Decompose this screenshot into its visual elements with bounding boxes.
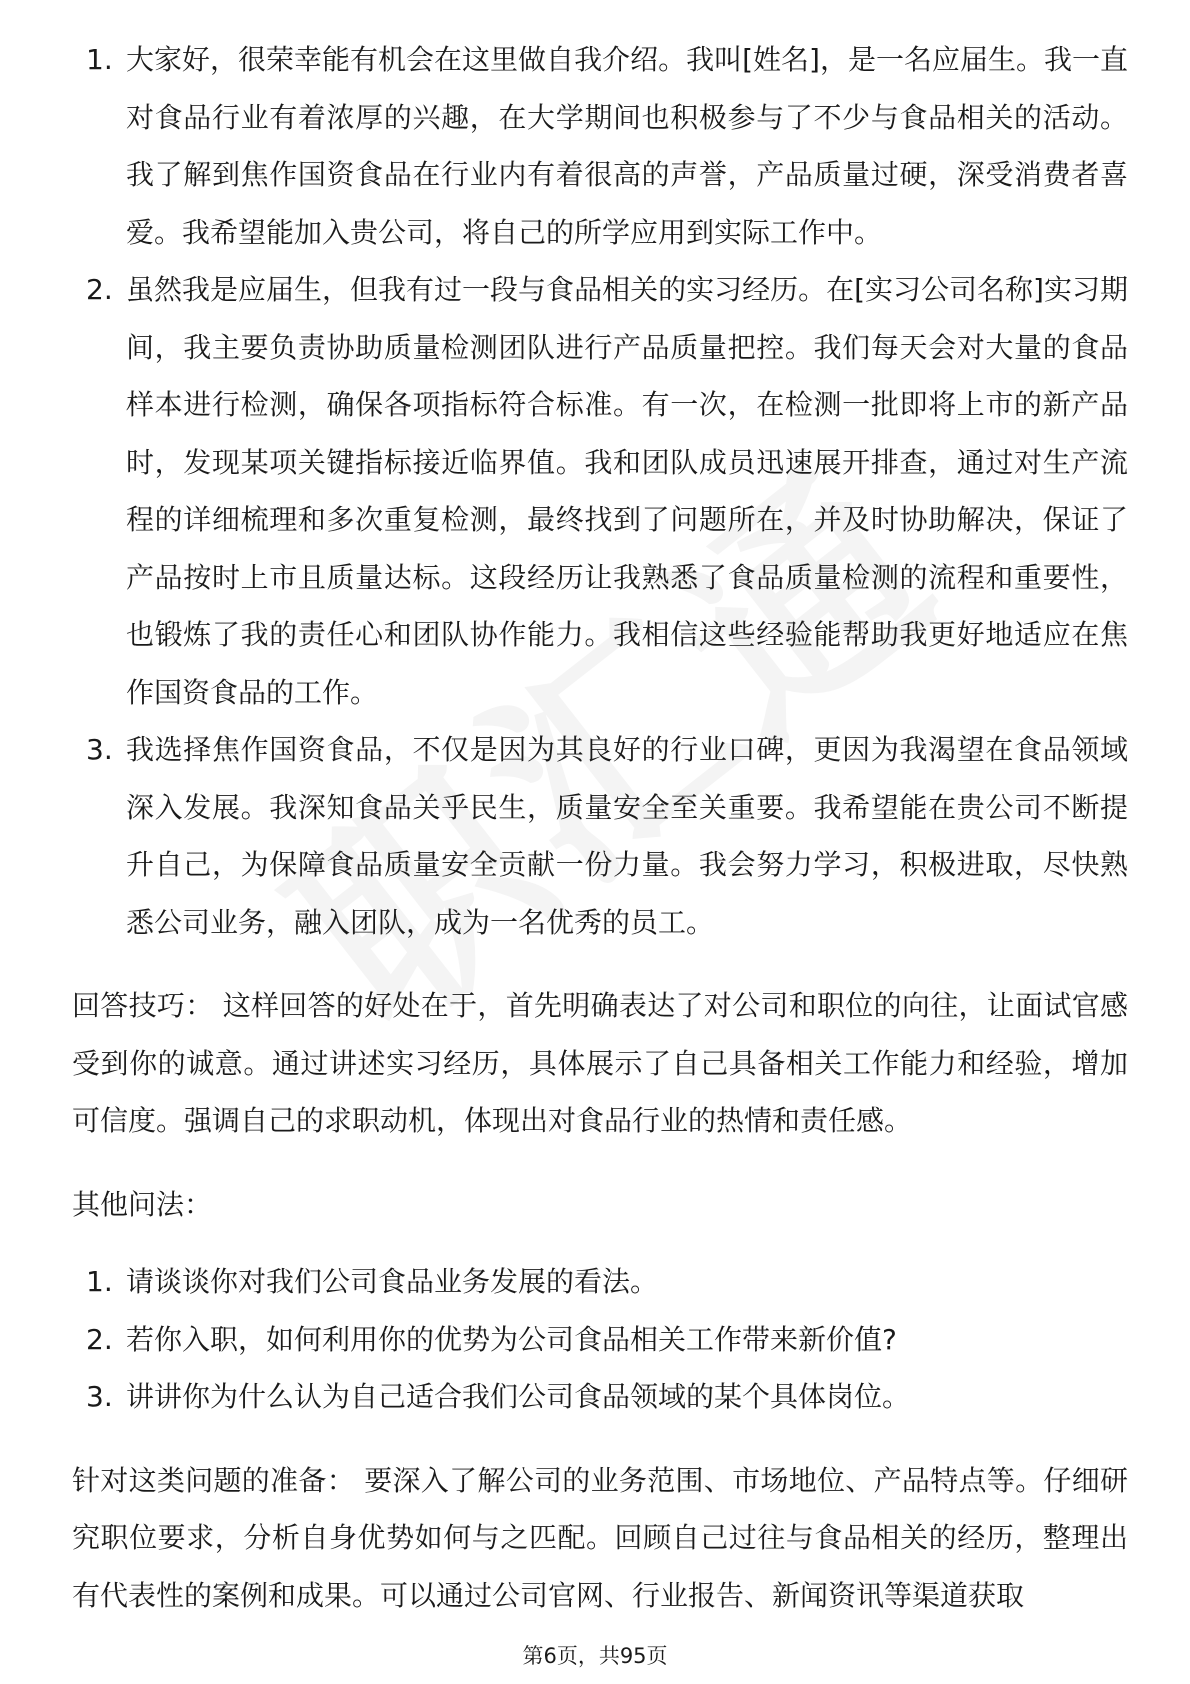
list-item-text: 虽然我是应届生，但我有过一段与食品相关的实习经历。在[实习公司名称]实习期间，我主要负责协助质量检测团队进行产品质量把控。我们每天会对大量的食品样本进行检测，确保各项指标符合标准。有一次，在检测一批即将上市的新产品时，发现某项关键指标接近临界值。我和团队成员迅速展开排查，通过对生产流程的详细梳理和多次重复检测，最终找到了问题所在，并及时协助解决，保证了产品按时上市且质量达标。这段经历让我熟悉了食品质量检测的流程和重要性，也锻炼了我的责任心和团队协作能力。我相信这些经验能帮助我更好地适应在焦作国资食品的工作。 bbox=[126, 273, 1128, 709]
page-number-footer: 第6页，共95页 bbox=[522, 1644, 668, 1668]
list-item bbox=[72, 721, 1128, 951]
other-questions-list bbox=[72, 1253, 1128, 1426]
spacer bbox=[72, 1150, 1128, 1176]
list-item-number: 3. bbox=[86, 1380, 113, 1413]
list-item bbox=[72, 31, 1128, 261]
list-item-text: 请谈谈你对我们公司食品业务发展的看法。 bbox=[126, 1265, 659, 1298]
list-item-number: 2. bbox=[86, 1322, 113, 1356]
answer-tips-paragraph: 回答技巧： 这样回答的好处在于，首先明确表达了对公司和职位的向往，让面试官感受到你的诚意。通过讲述实习经历，具体展示了自己具备相关工作能力和经验，增加可信度。强调自己的求职动机，体现出对食品行业的热情和责任感。 bbox=[72, 989, 1128, 1137]
list-item-text: 我选择焦作国资食品，不仅是因为其良好的行业口碑，更因为我渴望在食品领域深入发展。我深知食品关乎民生，质量安全至关重要。我希望能在贵公司不断提升自己，为保障食品质量安全贡献一份力量。我会努力学习，积极进取，尽快熟悉公司业务，融入团队，成为一名优秀的员工。 bbox=[126, 733, 1128, 939]
preparation-paragraph: 针对这类问题的准备： 要深入了解公司的业务范围、市场地位、产品特点等。仔细研究职位要求，分析自身优势如何与之匹配。回顾自己过往与食品相关的经历，整理出有代表性的案例和成果。可以通过公司官网、行业报告、新闻资讯等渠道获取 bbox=[72, 1463, 1128, 1612]
spacer bbox=[72, 1426, 1128, 1452]
answer-list bbox=[72, 31, 1128, 951]
spacer bbox=[72, 1233, 1128, 1253]
list-item-number: 2. bbox=[86, 273, 113, 306]
other-questions-heading: 其他问法： bbox=[72, 1187, 213, 1221]
page-content bbox=[72, 31, 1128, 1624]
list-item-number: 1. bbox=[86, 1265, 113, 1298]
list-item-number: 3. bbox=[86, 733, 113, 766]
list-item-text: 讲讲你为什么认为自己适合我们公司食品领域的某个具体岗位。 bbox=[126, 1380, 911, 1413]
list-item bbox=[72, 1253, 1128, 1311]
spacer bbox=[72, 951, 1128, 977]
list-item-text: 若你入职，如何利用你的优势为公司食品相关工作带来新价值? bbox=[126, 1322, 897, 1356]
list-item bbox=[72, 261, 1128, 721]
list-item-text: 大家好，很荣幸能有机会在这里做自我介绍。我叫[姓名]，是一名应届生。我一直对食品行业有着浓厚的兴趣，在大学期间也积极参与了不少与食品相关的活动。我了解到焦作国资食品在行业内有着很高的声誉，产品质量过硬，深受消费者喜爱。我希望能加入贵公司，将自己的所学应用到实际工作中。 bbox=[126, 43, 1128, 249]
list-item-number: 1. bbox=[86, 43, 113, 76]
list-item bbox=[72, 1311, 1128, 1369]
list-item bbox=[72, 1368, 1128, 1426]
